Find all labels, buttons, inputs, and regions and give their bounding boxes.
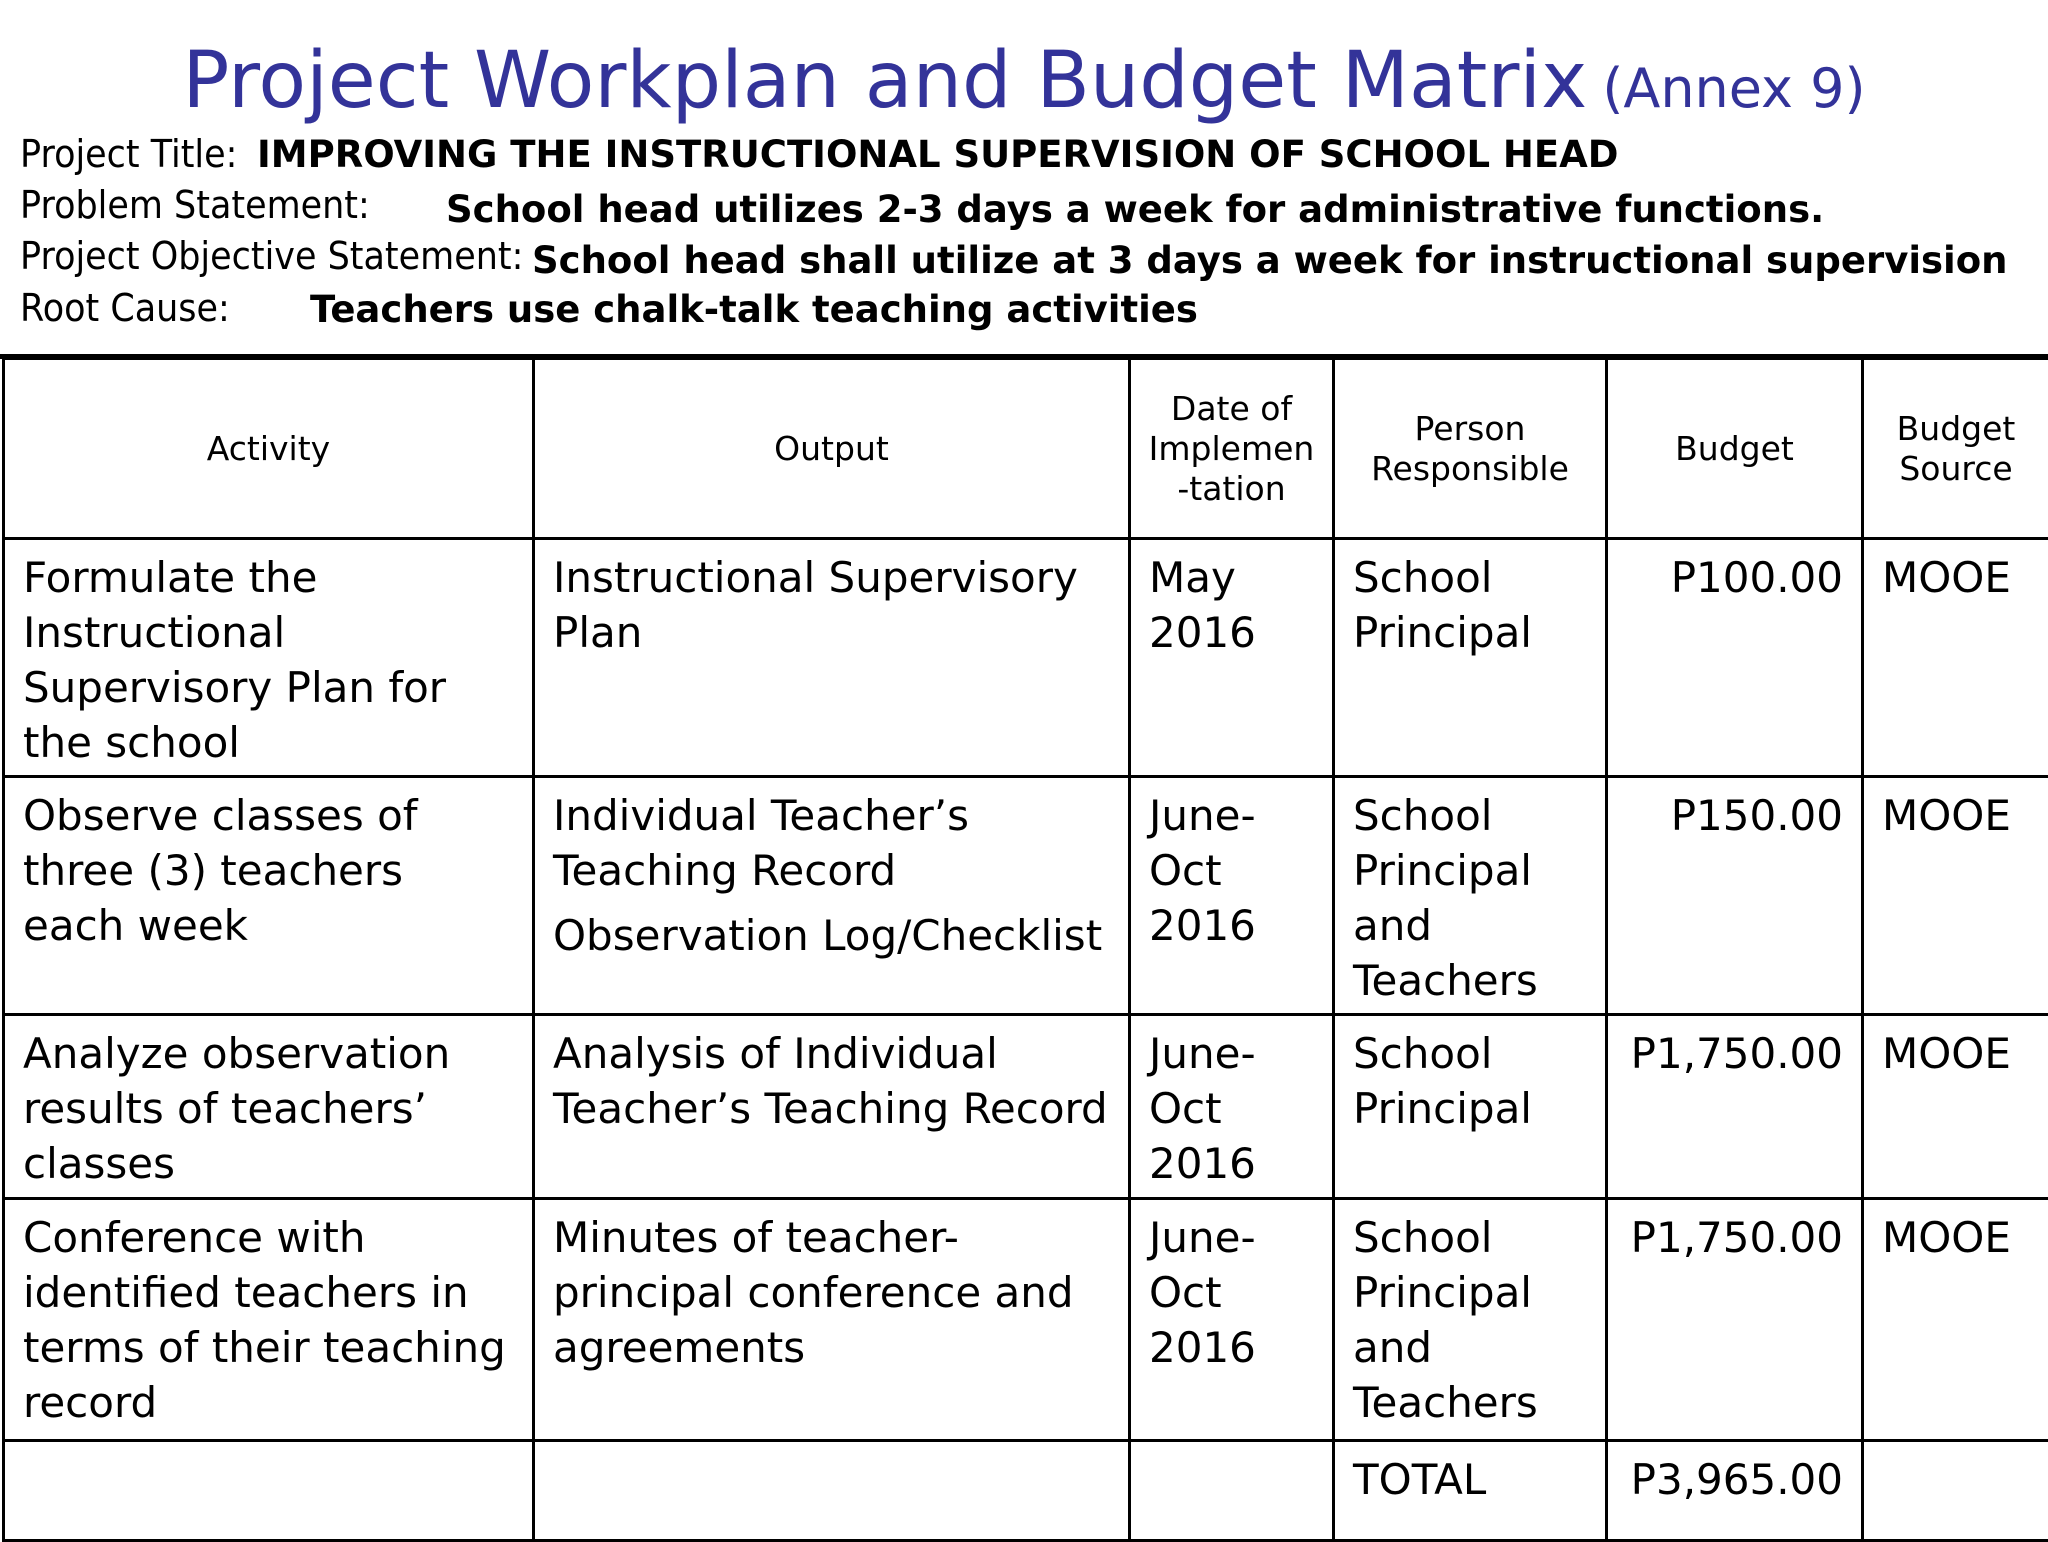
cell-output: Instructional Supervisory Plan xyxy=(534,539,1130,777)
cell-activity: Conference with identified teachers in terms of their teaching record xyxy=(4,1199,534,1441)
total-value: P3,965.00 xyxy=(1607,1441,1863,1541)
header-budget: Budget xyxy=(1607,359,1863,539)
cell-person: School Principal xyxy=(1334,1015,1607,1199)
cell-output-line1: Individual Teacher’s Teaching Record xyxy=(553,791,969,895)
cell-person: School Principal and Teachers xyxy=(1334,777,1607,1015)
total-empty-source xyxy=(1863,1441,2048,1541)
cell-output-line2: Observation Log/Checklist xyxy=(553,908,1110,963)
cell-activity: Analyze observation results of teachers’ classes xyxy=(4,1015,534,1199)
workplan-table xyxy=(2,357,2048,1542)
header-source-line2: Source xyxy=(1870,449,2042,489)
cell-person: School Principal and Teachers xyxy=(1334,1199,1607,1441)
cell-budget: P1,750.00 xyxy=(1607,1015,1863,1199)
cell-output xyxy=(534,777,1130,1015)
objective-row xyxy=(20,234,567,278)
cell-source: MOOE xyxy=(1863,1015,2048,1199)
cell-activity: Observe classes of three (3) teachers each week xyxy=(4,777,534,1015)
header-date-line3: -tation xyxy=(1137,469,1326,509)
total-empty-output xyxy=(534,1441,1130,1541)
cell-budget: P150.00 xyxy=(1607,777,1863,1015)
total-empty-date xyxy=(1130,1441,1334,1541)
cell-activity: Formulate the Instructional Supervisory Plan for the school xyxy=(4,539,534,777)
project-title-row xyxy=(20,132,256,176)
title-annex: (Annex 9) xyxy=(1602,57,1865,120)
header-activity: Activity xyxy=(4,359,534,539)
header-date-line2: Implemen xyxy=(1137,429,1326,469)
root-cause-label: Root Cause: xyxy=(20,286,230,330)
table-header-row xyxy=(4,359,2048,539)
table-row xyxy=(4,539,2048,777)
header-person-line2: Responsible xyxy=(1341,449,1599,489)
problem-statement-value: School head utilizes 2-3 days a week for administrative functions. xyxy=(446,188,1824,231)
cell-source: MOOE xyxy=(1863,539,2048,777)
cell-source: MOOE xyxy=(1863,777,2048,1015)
title-main: Project Workplan and Budget Matrix xyxy=(182,36,1587,126)
problem-statement-row xyxy=(20,183,400,227)
objective-value: School head shall utilize at 3 days a week for instructional supervision xyxy=(532,239,2007,282)
root-cause-row xyxy=(20,286,248,330)
page-title xyxy=(0,36,2048,126)
total-label: TOTAL xyxy=(1334,1441,1607,1541)
header-date xyxy=(1130,359,1334,539)
header-source xyxy=(1863,359,2048,539)
header-source-line1: Budget xyxy=(1870,409,2042,449)
cell-date: June-Oct 2016 xyxy=(1130,1199,1334,1441)
table-row xyxy=(4,777,2048,1015)
cell-date: May 2016 xyxy=(1130,539,1334,777)
cell-date: June-Oct 2016 xyxy=(1130,777,1334,1015)
objective-label: Project Objective Statement: xyxy=(20,234,523,278)
cell-source: MOOE xyxy=(1863,1199,2048,1441)
cell-output: Analysis of Individual Teacher’s Teaching Record xyxy=(534,1015,1130,1199)
header-date-line1: Date of xyxy=(1137,389,1326,429)
root-cause-value: Teachers use chalk-talk teaching activities xyxy=(310,288,1198,331)
total-row xyxy=(4,1441,2048,1541)
cell-person: School Principal xyxy=(1334,539,1607,777)
table-row xyxy=(4,1199,2048,1441)
total-empty-activity xyxy=(4,1441,534,1541)
header-person-line1: Person xyxy=(1341,409,1599,449)
table-row xyxy=(4,1015,2048,1199)
header-person xyxy=(1334,359,1607,539)
cell-budget: P1,750.00 xyxy=(1607,1199,1863,1441)
project-title-label: Project Title: xyxy=(20,132,237,176)
header-output: Output xyxy=(534,359,1130,539)
cell-date: June-Oct 2016 xyxy=(1130,1015,1334,1199)
problem-statement-label: Problem Statement: xyxy=(20,183,370,227)
project-title-value: IMPROVING THE INSTRUCTIONAL SUPERVISION OF SCHOOL HEAD xyxy=(257,133,1618,176)
cell-budget: P100.00 xyxy=(1607,539,1863,777)
cell-output: Minutes of teacher-principal conference and agreements xyxy=(534,1199,1130,1441)
